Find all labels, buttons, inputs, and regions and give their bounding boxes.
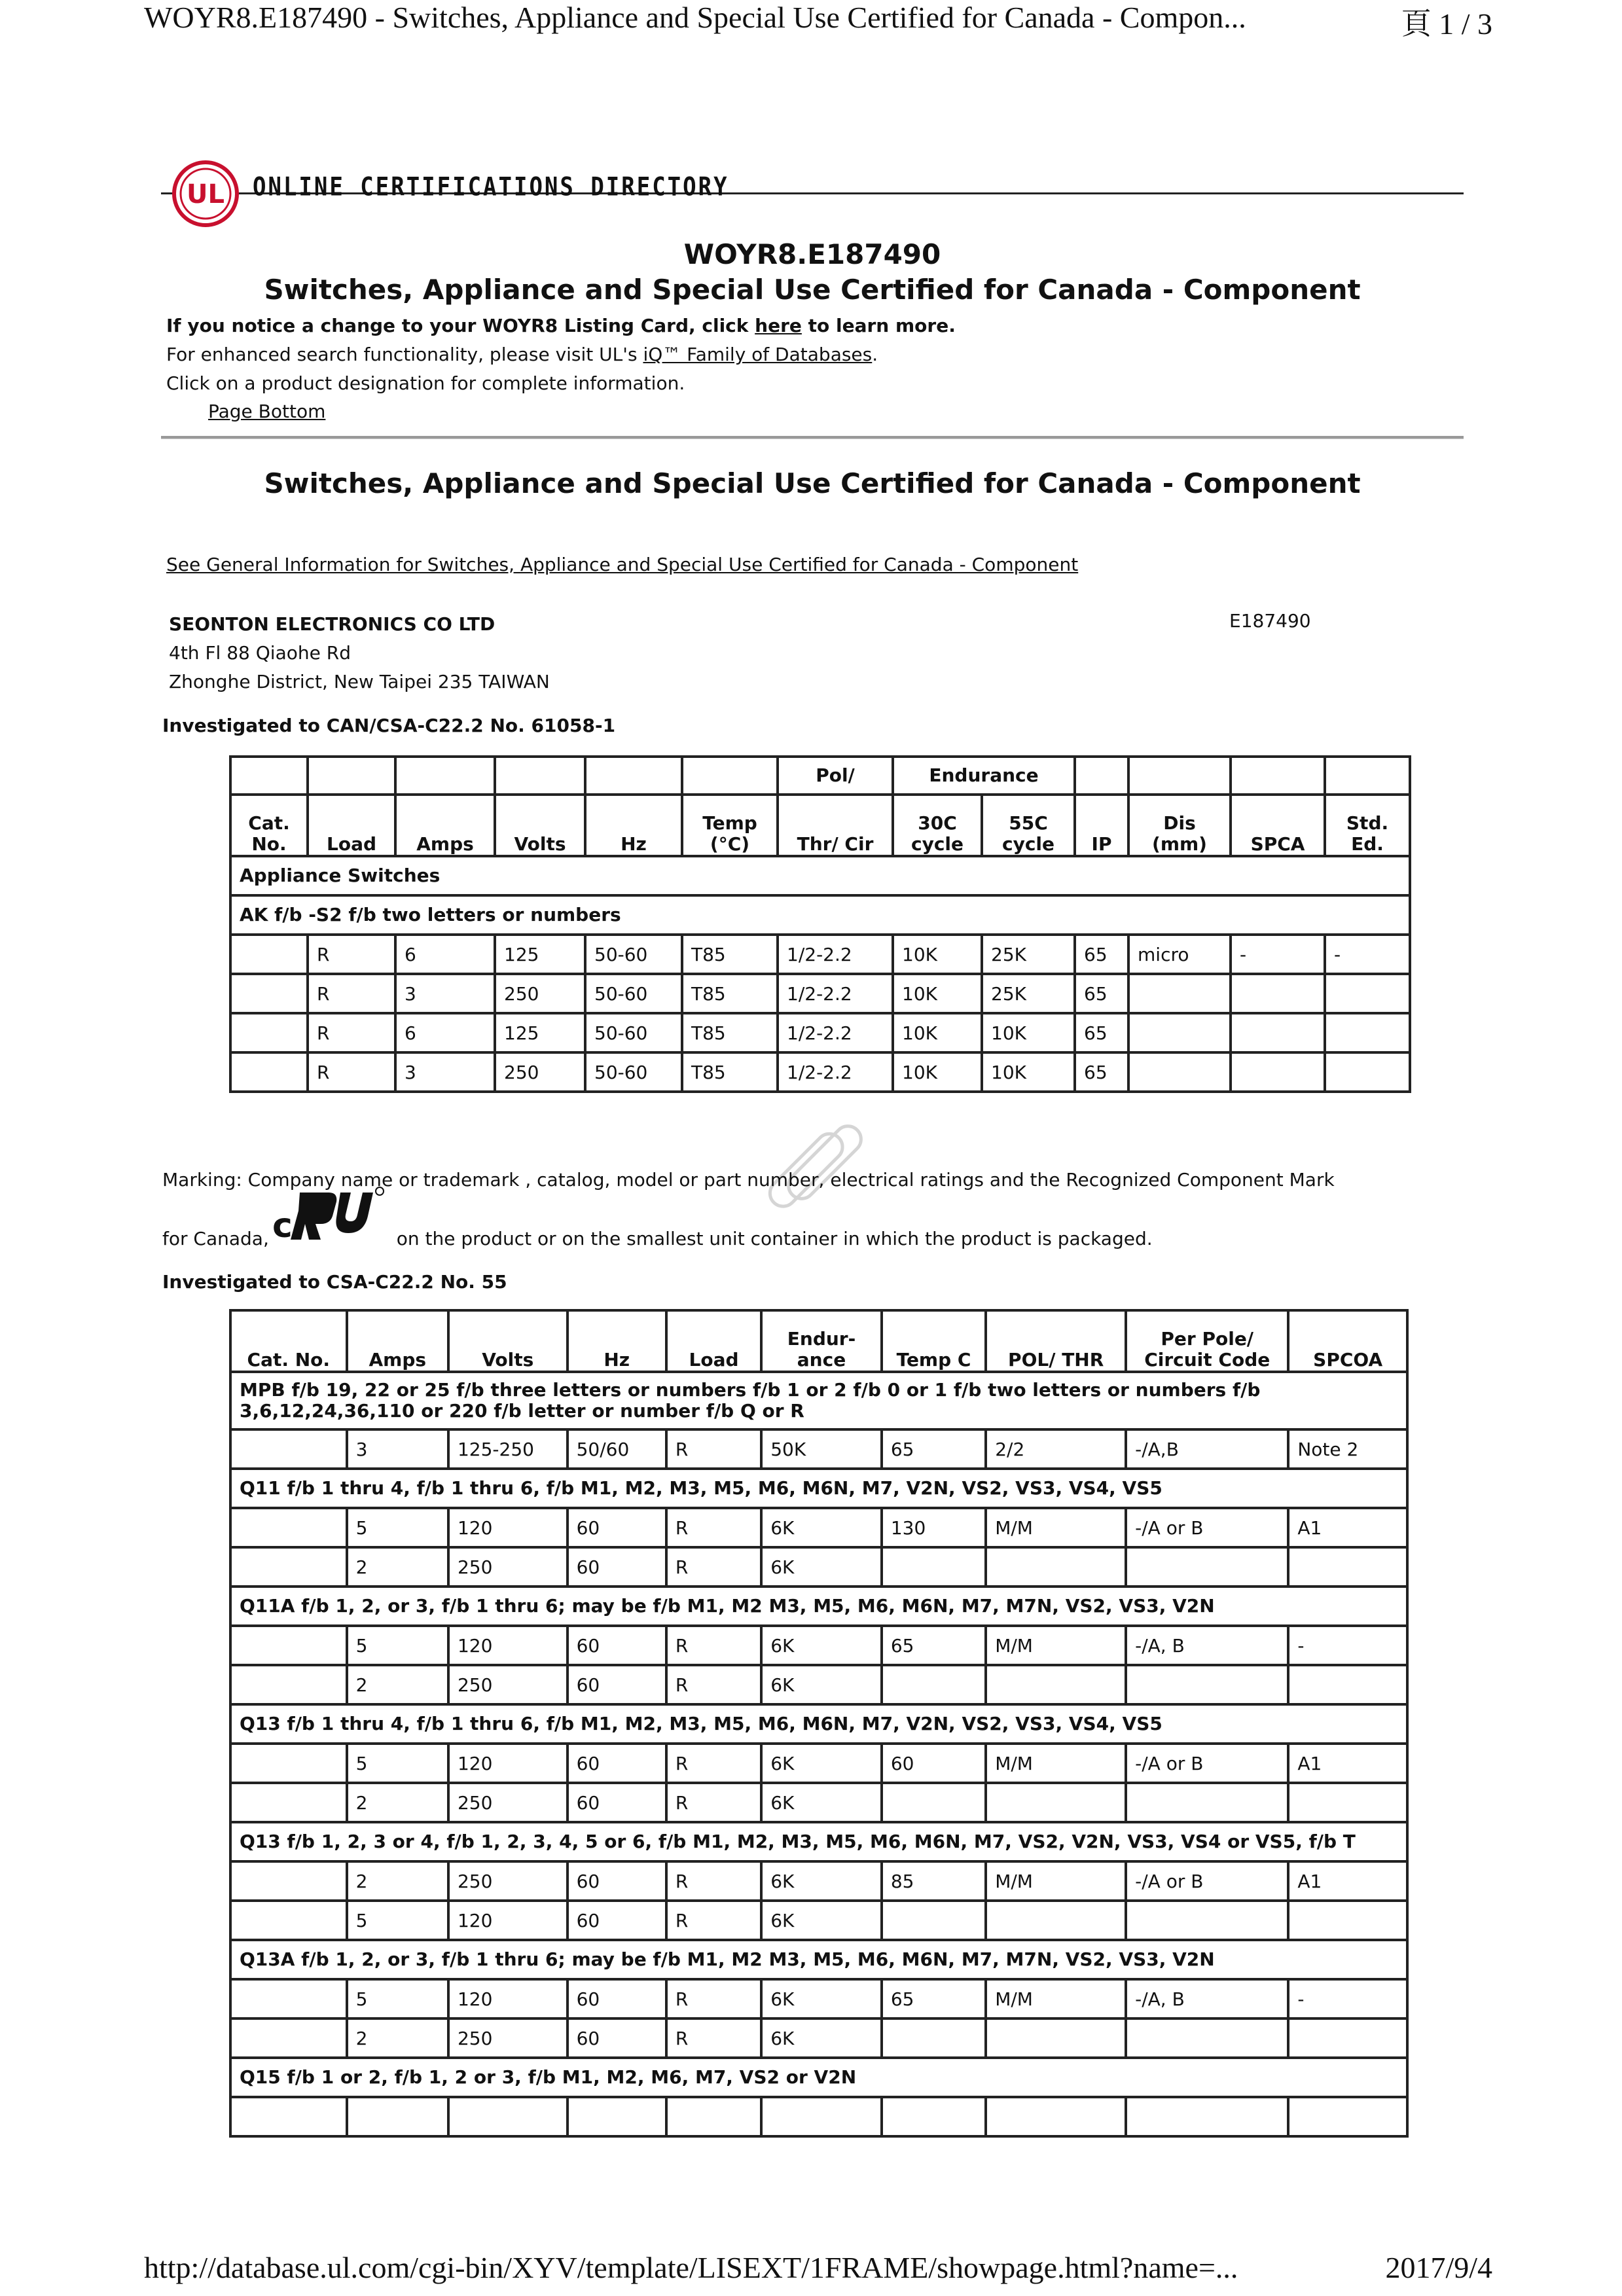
table-cell [230, 2018, 347, 2058]
table-row [230, 1665, 1407, 1704]
table-cell: 2/2 [986, 1429, 1126, 1469]
table1-super-header [230, 757, 1410, 795]
table-cell [1231, 1013, 1325, 1052]
notice-here-link[interactable]: here [755, 315, 802, 336]
col-volts: Volts [448, 1310, 568, 1372]
table-cell [882, 2097, 986, 2136]
print-header [144, 0, 1492, 39]
table-cell: 120 [448, 1901, 568, 1940]
table-cell: 6K [761, 1626, 882, 1665]
group-row [230, 895, 1410, 935]
table-cell: R [666, 1901, 761, 1940]
table-cell: -/A or B [1126, 1744, 1288, 1783]
endurance-super-header: Endurance [893, 757, 1075, 795]
table-cell: 250 [495, 974, 585, 1013]
table-cell: 2 [347, 2018, 448, 2058]
table-cell: 60 [882, 1744, 986, 1783]
table-cell: 60 [568, 1547, 666, 1587]
table-cell: 10K [893, 1013, 982, 1052]
table-cell: 60 [568, 1861, 666, 1901]
table-cell: R [308, 1013, 395, 1052]
ul-logo-text: UL [187, 179, 225, 209]
product-designation[interactable]: Q13 f/b 1 thru 4, f/b 1 thru 6, f/b M1, M2, M3, M5, M6, M6N, M7, V2N, VS2, VS3, VS4, VS5 [230, 1704, 1407, 1744]
table-row [230, 1013, 1410, 1052]
table-cell [230, 935, 308, 974]
table-cell [1126, 2018, 1288, 2058]
table-cell [986, 2018, 1126, 2058]
table-cell [1231, 1052, 1325, 1092]
col-amps: Amps [395, 795, 495, 856]
table-cell: - [1288, 1979, 1407, 2018]
table-cell [230, 974, 308, 1013]
col-temp: Temp C [882, 1310, 986, 1372]
table-cell [448, 2097, 568, 2136]
table-cell: 250 [495, 1052, 585, 1092]
table-row [230, 1429, 1407, 1469]
table-cell: 2 [347, 1783, 448, 1822]
table-cell: 60 [568, 1783, 666, 1822]
table-cell: 6K [761, 1744, 882, 1783]
table-cell: 6K [761, 2018, 882, 2058]
iq-databases-link[interactable]: iQ™ Family of Databases [643, 344, 873, 365]
table-cell: 120 [448, 1626, 568, 1665]
table-cell: 60 [568, 2018, 666, 2058]
col-amps: Amps [347, 1310, 448, 1372]
table-cell: 6K [761, 1861, 882, 1901]
table-cell: - [1231, 935, 1325, 974]
page-indicator: 頁 1 / 3 [1401, 7, 1492, 41]
print-header-title: WOYR8.E187490 - Switches, Appliance and Special Use Certified for Canada - Compon... [144, 1, 1246, 34]
investigated-standard-2: Investigated to CSA-C22.2 No. 55 [162, 1271, 507, 1293]
table-cell [1288, 1783, 1407, 1822]
table-cell [230, 1979, 347, 2018]
table-cell [230, 1665, 347, 1704]
col-55c-cycle: 55C cycle [982, 795, 1075, 856]
table-cell: 25K [982, 974, 1075, 1013]
watermark-icon [759, 1097, 890, 1228]
table-cell: 25K [982, 935, 1075, 974]
notice-line [166, 312, 956, 340]
table-cell: 6 [395, 1013, 495, 1052]
table-cell: 60 [568, 1665, 666, 1704]
table-cell [1325, 1013, 1410, 1052]
table-cell: 3 [347, 1429, 448, 1469]
group-label: Appliance Switches [230, 856, 1410, 895]
table-row [230, 1508, 1407, 1547]
table-cell [568, 2097, 666, 2136]
table-cell: 6K [761, 1508, 882, 1547]
table-cell: R [666, 1665, 761, 1704]
table-row [230, 2018, 1407, 2058]
col-thr-cir: Thr/ Cir [778, 795, 893, 856]
col-std-ed: Std. Ed. [1325, 795, 1410, 856]
table-cell: 60 [568, 1744, 666, 1783]
table-cell: R [308, 974, 395, 1013]
category-title: Switches, Appliance and Special Use Certified for Canada - Component [264, 274, 1361, 306]
table-cell: 5 [347, 1744, 448, 1783]
table-row [230, 1979, 1407, 2018]
marking-pre: for Canada, [162, 1228, 269, 1249]
table-cell [986, 1665, 1126, 1704]
table-cell: M/M [986, 1979, 1126, 2018]
col-volts: Volts [495, 795, 585, 856]
table-cell [1126, 1783, 1288, 1822]
table-cell: M/M [986, 1508, 1126, 1547]
table-cell [1128, 1013, 1231, 1052]
table-cell [230, 1013, 308, 1052]
intro-block [166, 312, 956, 398]
table-cell: 120 [448, 1508, 568, 1547]
group-row [230, 1587, 1407, 1626]
directory-title: ONLINE CERTIFICATIONS DIRECTORY [253, 172, 729, 202]
table-cell: 6K [761, 1665, 882, 1704]
table-cell: 50/60 [568, 1429, 666, 1469]
table-cell: 10K [893, 935, 982, 974]
table-cell: 6K [761, 1547, 882, 1587]
table-cell: 60 [568, 1979, 666, 2018]
table-cell: 2 [347, 1547, 448, 1587]
col-load: Load [666, 1310, 761, 1372]
product-designation[interactable]: MPB f/b 19, 22 or 25 f/b three letters or numbers f/b 1 or 2 f/b 0 or 1 f/b two letters or numbers f/b 3,6,12,24,36,110 or 220 f/b letter or number f/b Q or R [230, 1372, 1407, 1429]
table-cell: 6K [761, 1901, 882, 1940]
table-cell: 5 [347, 1901, 448, 1940]
product-designation[interactable]: Q13A f/b 1, 2, or 3, f/b 1 thru 6; may be f/b M1, M2 M3, M5, M6, M6N, M7, M7N, VS2, VS3, V2N [230, 1940, 1407, 1979]
table-cell: - [1288, 1626, 1407, 1665]
table-cell: micro [1128, 935, 1231, 974]
group-row [230, 1940, 1407, 1979]
brand-bar [161, 160, 1470, 238]
search-post: . [872, 344, 878, 365]
table-cell: 65 [1075, 1052, 1128, 1092]
table-cell: R [666, 1626, 761, 1665]
table-cell [1126, 1665, 1288, 1704]
table-cell: 5 [347, 1508, 448, 1547]
search-line [166, 340, 956, 369]
col-per-pole: Per Pole/ Circuit Code [1126, 1310, 1288, 1372]
pol-super-header: Pol/ [778, 757, 893, 795]
table-cell: 60 [568, 1626, 666, 1665]
table-cell: 250 [448, 2018, 568, 2058]
table-cell [230, 1626, 347, 1665]
table-cell [761, 2097, 882, 2136]
group-row [230, 1704, 1407, 1744]
col-hz: Hz [568, 1310, 666, 1372]
table-cell [882, 1783, 986, 1822]
marking-post: on the product or on the smallest unit container in which the product is packaged. [390, 1228, 1153, 1249]
table-cell: -/A or B [1126, 1861, 1288, 1901]
table-cell: T85 [682, 974, 778, 1013]
col-dis: Dis (mm) [1128, 795, 1231, 856]
table-cell: 250 [448, 1783, 568, 1822]
table-cell: T85 [682, 935, 778, 974]
table-cell: 6K [761, 1979, 882, 2018]
table-cell: 60 [568, 1508, 666, 1547]
table-cell: R [666, 1547, 761, 1587]
table-cell: 50-60 [585, 974, 682, 1013]
table-cell: 60 [568, 1901, 666, 1940]
table-cell: T85 [682, 1013, 778, 1052]
section-title: Switches, Appliance and Special Use Certified for Canada - Component [264, 467, 1361, 499]
table-cell: 120 [448, 1979, 568, 2018]
table-cell: 1/2-2.2 [778, 1013, 893, 1052]
file-number: E187490 [1229, 610, 1311, 632]
table-cell [1288, 1547, 1407, 1587]
table-cell: -/A, B [1126, 1979, 1288, 2018]
table-cell [882, 1547, 986, 1587]
col-hz: Hz [585, 795, 682, 856]
csa-c22-55-table [229, 1309, 1409, 2138]
table-cell [986, 1901, 1126, 1940]
table-cell [1126, 1901, 1288, 1940]
company-address-2: Zhonghe District, New Taipei 235 TAIWAN [169, 671, 550, 692]
col-cat-no: Cat. No. [230, 795, 308, 856]
table-cell [1325, 1052, 1410, 1092]
table-row [230, 935, 1410, 974]
table1-body [230, 935, 1410, 1092]
ul-logo-icon [171, 160, 240, 228]
col-endurance: Endur- ance [761, 1310, 882, 1372]
table-cell: 3 [395, 974, 495, 1013]
table-cell [230, 1744, 347, 1783]
group-row [230, 1822, 1407, 1861]
table2-header [230, 1310, 1407, 1372]
table-cell: 2 [347, 1861, 448, 1901]
table-cell: 250 [448, 1547, 568, 1587]
table-cell [1288, 1901, 1407, 1940]
table-cell: 1/2-2.2 [778, 1052, 893, 1092]
group-row [230, 2058, 1407, 2097]
table-cell: 130 [882, 1508, 986, 1547]
product-designation[interactable]: Q11 f/b 1 thru 4, f/b 1 thru 6, f/b M1, M2, M3, M5, M6, M6N, M7, V2N, VS2, VS3, VS4, VS5 [230, 1469, 1407, 1508]
table-cell: R [666, 1979, 761, 2018]
recognized-component-mark-icon [272, 1185, 387, 1244]
table-cell: 65 [882, 1626, 986, 1665]
table-cell: 6 [395, 935, 495, 974]
table-cell: A1 [1288, 1744, 1407, 1783]
table-cell: 6K [761, 1783, 882, 1822]
table-cell [1288, 2018, 1407, 2058]
table1-header [230, 795, 1410, 856]
table-cell [986, 1783, 1126, 1822]
table-cell: 65 [1075, 1013, 1128, 1052]
table-cell [230, 1429, 347, 1469]
table-row [230, 1783, 1407, 1822]
table-cell: -/A, B [1126, 1626, 1288, 1665]
col-pol-thr: POL/ THR [986, 1310, 1126, 1372]
table-cell: 65 [882, 1979, 986, 2018]
col-temp: Temp (°C) [682, 795, 778, 856]
col-load: Load [308, 795, 395, 856]
group-row [230, 856, 1410, 895]
table-row [230, 2097, 1407, 2136]
table-cell: 10K [982, 1013, 1075, 1052]
table-cell: 125 [495, 1013, 585, 1052]
appliance-switches-table [229, 755, 1411, 1093]
col-cat-no: Cat. No. [230, 1310, 347, 1372]
table-cell [1126, 1547, 1288, 1587]
table-cell: - [1325, 935, 1410, 974]
table-row [230, 1901, 1407, 1940]
table-cell: 10K [893, 1052, 982, 1092]
table-cell: R [308, 1052, 395, 1092]
table-cell [1126, 2097, 1288, 2136]
table-row [230, 1744, 1407, 1783]
table2-body [230, 1372, 1407, 2136]
table-cell: 125 [495, 935, 585, 974]
marking-line-1: Marking: Company name or trademark , catalog, model or part number, electrical ratings and the Recognized Component Mark [162, 1169, 1335, 1191]
footer-url: http://database.ul.com/cgi-bin/XYV/template/LISEXT/1FRAME/showpage.html?name=... [144, 2251, 1238, 2284]
table-cell: 250 [448, 1665, 568, 1704]
table-cell: -/A,B [1126, 1429, 1288, 1469]
table-row [230, 974, 1410, 1013]
table-cell [230, 1901, 347, 1940]
group-label: AK f/b -S2 f/b two letters or numbers [230, 895, 1410, 935]
table-cell: A1 [1288, 1508, 1407, 1547]
print-footer [144, 2250, 1492, 2289]
table-cell: 125-250 [448, 1429, 568, 1469]
table-cell: R [666, 1508, 761, 1547]
table-cell [347, 2097, 448, 2136]
table-cell [230, 1508, 347, 1547]
table-cell: 1/2-2.2 [778, 935, 893, 974]
table-cell [230, 1861, 347, 1901]
table-cell: 65 [882, 1429, 986, 1469]
table-cell: R [666, 1744, 761, 1783]
table-cell: M/M [986, 1861, 1126, 1901]
table-cell: 250 [448, 1861, 568, 1901]
table-cell: M/M [986, 1744, 1126, 1783]
group-row [230, 1372, 1407, 1429]
product-designation[interactable]: Q11A f/b 1, 2, or 3, f/b 1 thru 6; may be f/b M1, M2 M3, M5, M6, M6N, M7, M7N, VS2, VS3, V2N [230, 1587, 1407, 1626]
table-cell: 5 [347, 1979, 448, 2018]
search-pre: For enhanced search functionality, please visit UL's [166, 344, 643, 365]
table-cell: 1/2-2.2 [778, 974, 893, 1013]
table-cell [986, 2097, 1126, 2136]
table-cell: 5 [347, 1626, 448, 1665]
table-cell: Note 2 [1288, 1429, 1407, 1469]
section-divider [161, 436, 1464, 439]
table-cell [1128, 1052, 1231, 1092]
table-cell: 120 [448, 1744, 568, 1783]
table-row [230, 1052, 1410, 1092]
table-row [230, 1626, 1407, 1665]
table-cell: 10K [982, 1052, 1075, 1092]
table-cell [882, 2018, 986, 2058]
table-cell: A1 [1288, 1861, 1407, 1901]
table-row [230, 1861, 1407, 1901]
table-cell [666, 2097, 761, 2136]
table-cell: R [666, 1861, 761, 1901]
product-designation[interactable]: Q13 f/b 1, 2, 3 or 4, f/b 1, 2, 3, 4, 5 or 6, f/b M1, M2, M3, M5, M6, M6N, M7, VS2, V2N, VS3, VS4 or VS5, f/b T [230, 1822, 1407, 1861]
table-cell: 85 [882, 1861, 986, 1901]
product-designation[interactable]: Q15 f/b 1 or 2, f/b 1, 2 or 3, f/b M1, M2, M6, M7, VS2 or V2N [230, 2058, 1407, 2097]
table-cell [230, 1547, 347, 1587]
table-cell [1288, 2097, 1407, 2136]
table-cell [230, 1052, 308, 1092]
table-cell: T85 [682, 1052, 778, 1092]
group-row [230, 1469, 1407, 1508]
table-cell [1325, 974, 1410, 1013]
table-cell: 50-60 [585, 935, 682, 974]
table-cell: R [666, 1783, 761, 1822]
col-spcoa: SPCOA [1288, 1310, 1407, 1372]
footer-date: 2017/9/4 [1385, 2251, 1492, 2284]
table-cell [230, 2097, 347, 2136]
click-info: Click on a product designation for complete information. [166, 372, 685, 394]
table-cell: M/M [986, 1626, 1126, 1665]
table-cell: 50-60 [585, 1052, 682, 1092]
table-cell: 2 [347, 1665, 448, 1704]
general-info-link[interactable]: See General Information for Switches, Appliance and Special Use Certified for Canada - Component [166, 554, 1079, 575]
table-cell [882, 1665, 986, 1704]
table-cell: 3 [395, 1052, 495, 1092]
listing-code: WOYR8.E187490 [683, 238, 941, 270]
table-cell: 50-60 [585, 1013, 682, 1052]
investigated-standard-1: Investigated to CAN/CSA-C22.2 No. 61058-1 [162, 715, 616, 736]
table-cell [882, 1901, 986, 1940]
col-30c-cycle: 30C cycle [893, 795, 982, 856]
table-cell [986, 1547, 1126, 1587]
table-row [230, 1547, 1407, 1587]
table-cell [230, 1783, 347, 1822]
table-cell: 50K [761, 1429, 882, 1469]
table-cell: 65 [1075, 974, 1128, 1013]
notice-pre: If you notice a change to your WOYR8 Listing Card, click [166, 315, 755, 336]
col-ip: IP [1075, 795, 1128, 856]
table-cell [1128, 974, 1231, 1013]
table-cell: R [308, 935, 395, 974]
svg-text:c: c [272, 1206, 293, 1244]
table-cell: R [666, 1429, 761, 1469]
company-name: SEONTON ELECTRONICS CO LTD [169, 613, 496, 635]
table-cell: R [666, 2018, 761, 2058]
table-cell: 65 [1075, 935, 1128, 974]
company-block [169, 610, 550, 696]
notice-post: to learn more. [801, 315, 956, 336]
company-address-1: 4th Fl 88 Qiaohe Rd [169, 642, 351, 664]
table-cell [1231, 974, 1325, 1013]
table-cell: -/A or B [1126, 1508, 1288, 1547]
table-cell: 10K [893, 974, 982, 1013]
col-spca: SPCA [1231, 795, 1325, 856]
page-title [161, 237, 1464, 308]
table-cell [1288, 1665, 1407, 1704]
page-bottom-link[interactable]: Page Bottom [208, 401, 326, 422]
